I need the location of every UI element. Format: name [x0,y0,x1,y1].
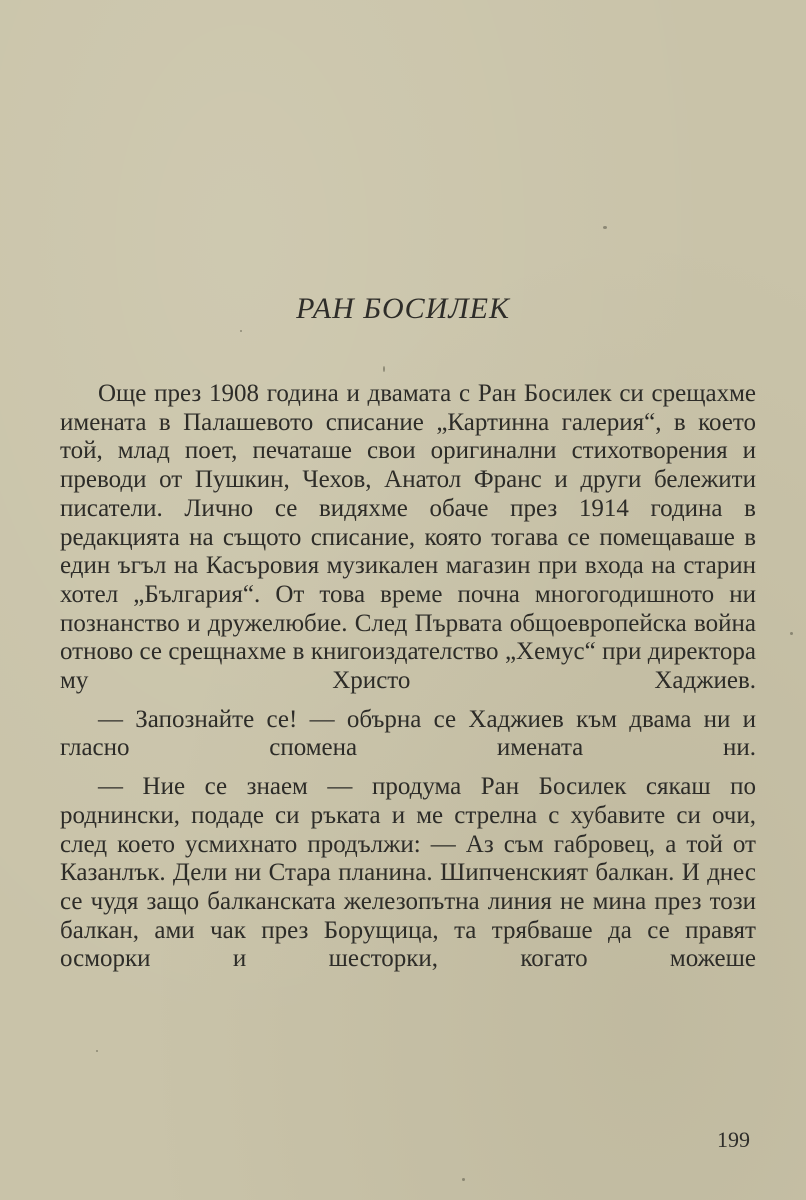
paragraph-1: Още през 1908 година и двамата с Ран Босилек си срещахме имената в Палашевото списание „Картинна галерия“, в което той, млад поет, печаташе свои оригинални стихотворения и преводи от Пушкин, Чехов, Анатол Франс и други бележити писатели. Лично се видяхме обаче през 1914 година в редакцията на същото списание, която тогава се помещаваше в един ъгъл на Касъровия музикален магазин при входа на старин хотел „България“. От това време почна многогодишното ни познанство и дружелюбие. След Първата общоевропейска война отново се срещнахме в книгоиздателство „Хемус“ при директора му Христо Хаджиев. [60,380,756,695]
paper-speck [462,1178,465,1181]
body-text [60,380,756,974]
paragraph-3: — Ние се знаем — продума Ран Босилек сякаш по роднински, подаде си ръката и ме стрелна с хубавите си очи, след което усмихнато продължи: — Аз съм габровец, а той от Казанлък. Дели ни Стара планина. Шипченският балкан. И днес се чудя защо балканската железопътна линия не мина през този балкан, ами чак през Борущица, та трябваше да се правят осморки и шесторки, когато можеше [60,773,756,973]
paper-speck [383,366,385,372]
paper-speck [240,330,242,332]
paper-speck [96,1050,98,1052]
paper-speck [790,632,793,635]
page-number: 199 [717,1127,750,1152]
chapter-title: РАН БОСИЛЕК [296,292,510,325]
paragraph-2: — Запознайте се! — обърна се Хаджиев към двама ни и гласно спомена имената ни. [60,705,756,762]
paper-speck [603,226,607,229]
